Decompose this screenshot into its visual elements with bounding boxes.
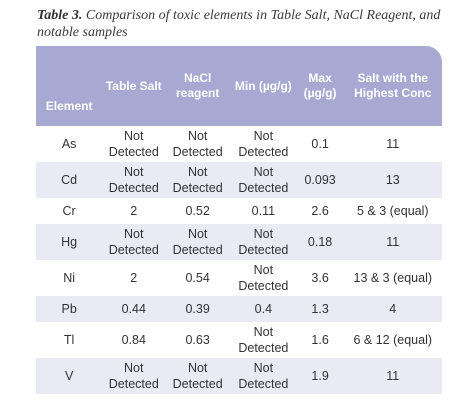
cell-table-salt: Not Detected xyxy=(102,162,165,198)
cell-min: Not Detected xyxy=(230,224,297,260)
cell-max: 2.6 xyxy=(297,198,344,224)
header-table-salt: Table Salt xyxy=(102,46,165,126)
cell-highest-conc: 13 xyxy=(344,162,442,198)
cell-nacl-reagent: 0.52 xyxy=(165,198,230,224)
cell-min: Not Detected xyxy=(230,322,297,358)
table-row xyxy=(36,322,442,358)
table-body xyxy=(36,126,442,394)
header-nacl-reagent: NaCl reagent xyxy=(165,46,230,126)
cell-min: Not Detected xyxy=(230,358,297,394)
table-row xyxy=(36,358,442,394)
cell-nacl-reagent: Not Detected xyxy=(165,126,230,162)
cell-element: V xyxy=(36,358,102,394)
table-row xyxy=(36,224,442,260)
cell-nacl-reagent: Not Detected xyxy=(165,358,230,394)
cell-max: 0.18 xyxy=(297,224,344,260)
cell-element: Tl xyxy=(36,322,102,358)
cell-nacl-reagent: 0.54 xyxy=(165,260,230,296)
header-min: Min (µg/g) xyxy=(230,46,297,126)
cell-highest-conc: 5 & 3 (equal) xyxy=(344,198,442,224)
caption-label: Table 3. xyxy=(37,8,83,23)
cell-highest-conc: 11 xyxy=(344,224,442,260)
cell-nacl-reagent: Not Detected xyxy=(165,224,230,260)
cell-nacl-reagent: 0.39 xyxy=(165,296,230,322)
cell-nacl-reagent: Not Detected xyxy=(165,162,230,198)
cell-min: Not Detected xyxy=(230,260,297,296)
cell-table-salt: Not Detected xyxy=(102,126,165,162)
table-header xyxy=(36,46,442,126)
header-max: Max (µg/g) xyxy=(297,46,344,126)
cell-table-salt: 0.84 xyxy=(102,322,165,358)
cell-element: Cd xyxy=(36,162,102,198)
cell-max: 1.6 xyxy=(297,322,344,358)
cell-element: Ni xyxy=(36,260,102,296)
table-row xyxy=(36,126,442,162)
table-row xyxy=(36,198,442,224)
cell-table-salt: 2 xyxy=(102,198,165,224)
table-row xyxy=(36,296,442,322)
cell-table-salt: Not Detected xyxy=(102,358,165,394)
cell-element: Pb xyxy=(36,296,102,322)
cell-highest-conc: 13 & 3 (equal) xyxy=(344,260,442,296)
cell-highest-conc: 11 xyxy=(344,358,442,394)
cell-element: As xyxy=(36,126,102,162)
cell-highest-conc: 6 & 12 (equal) xyxy=(344,322,442,358)
cell-min: Not Detected xyxy=(230,162,297,198)
header-element: Element xyxy=(36,46,102,126)
cell-max: 1.3 xyxy=(297,296,344,322)
cell-max: 1.9 xyxy=(297,358,344,394)
cell-highest-conc: 4 xyxy=(344,296,442,322)
cell-highest-conc: 11 xyxy=(344,126,442,162)
cell-element: Hg xyxy=(36,224,102,260)
cell-min: 0.11 xyxy=(230,198,297,224)
header-highest-conc: Salt with the Highest Conc xyxy=(344,46,442,126)
cell-nacl-reagent: 0.63 xyxy=(165,322,230,358)
table-caption xyxy=(37,7,447,41)
cell-table-salt: 0.44 xyxy=(102,296,165,322)
cell-min: 0.4 xyxy=(230,296,297,322)
table-row xyxy=(36,260,442,296)
cell-max: 3.6 xyxy=(297,260,344,296)
table-row xyxy=(36,162,442,198)
header-row xyxy=(36,46,442,126)
cell-element: Cr xyxy=(36,198,102,224)
toxic-elements-table xyxy=(36,46,442,394)
cell-table-salt: Not Detected xyxy=(102,224,165,260)
cell-max: 0.093 xyxy=(297,162,344,198)
caption-text: Comparison of toxic elements in Table Salt, NaCl Reagent, and notable samples xyxy=(37,8,441,40)
cell-table-salt: 2 xyxy=(102,260,165,296)
cell-min: Not Detected xyxy=(230,126,297,162)
cell-max: 0.1 xyxy=(297,126,344,162)
